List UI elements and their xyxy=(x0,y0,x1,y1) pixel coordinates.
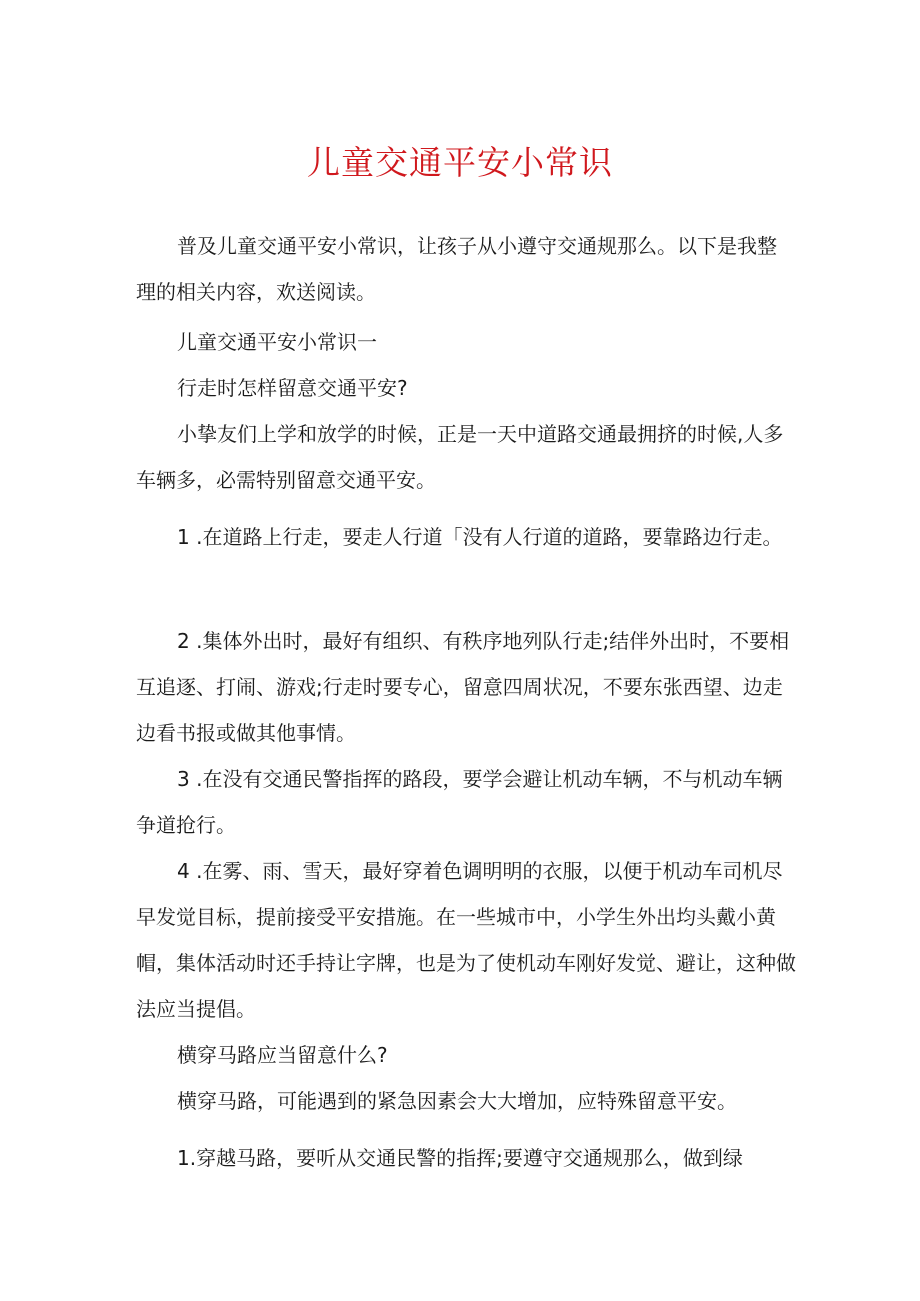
list-item: 4 .在雾、雨、雪天，最好穿着色调明明的衣服，以便于机动车司机尽早发觉目标，提前接受平安措施。在一些城市中，小学生外出均头戴小黄帽，集体活动时还手持让字牌，也是为了使机动车刚好发觉、避让，这种做法应当提倡。 xyxy=(136,859,796,1021)
paragraph: 横穿马路，可能遇到的紧急因素会大大增加，应特殊留意平安。 xyxy=(177,1089,737,1113)
document-title: 儿童交通平安小常识 xyxy=(307,143,613,182)
paragraph-intro: 普及儿童交通平安小常识，让孩子从小遵守交通规那么。以下是我整理的相关内容，欢送阅读。 xyxy=(136,234,777,304)
question-heading: 横穿马路应当留意什么? xyxy=(177,1043,388,1067)
list-item: 2 .集体外出时，最好有组织、有秩序地列队行走;结伴外出时，不要相互追逐、打闹、游戏;行走时要专心，留意四周状况，不要东张西望、边走边看书报或做其他事情。 xyxy=(136,629,790,745)
list-item: 3 .在没有交通民警指挥的路段，要学会避让机动车辆，不与机动车辆争道抢行。 xyxy=(136,767,783,837)
paragraph: 小挚友们上学和放学的时候，正是一天中道路交通最拥挤的时候,人多车辆多，必需特别留意交通平安。 xyxy=(136,422,784,492)
section-heading: 儿童交通平安小常识一 xyxy=(177,330,377,354)
question-heading: 行走时怎样留意交通平安? xyxy=(177,376,408,400)
list-item: 1.穿越马路，要听从交通民警的指挥;要遵守交通规那么，做到绿 xyxy=(177,1146,743,1170)
document-body xyxy=(136,223,796,1181)
list-item: 1 .在道路上行走，要走人行道「没有人行道的道路，要靠路边行走。 xyxy=(177,525,783,549)
